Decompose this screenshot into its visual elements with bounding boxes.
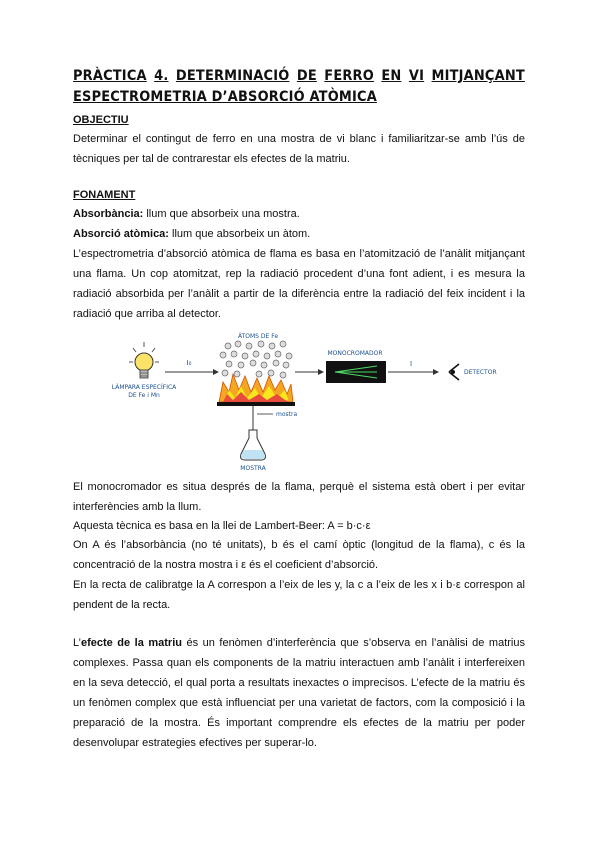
i-label: I — [409, 360, 413, 368]
sample-arrow-label: mostra — [276, 411, 298, 418]
calibration-paragraph: En la recta de calibratge la A correspon a l’eix de les y, la c a l’eix de les x i b·ε correspon al pendent de la recta. — [73, 579, 525, 611]
absorbancia-term: Absorbància: — [73, 208, 144, 220]
absorcio-def: llum que absorbeix un àtom. — [168, 228, 311, 240]
fonament-paragraph: L’espectrometria d’absorció atòmica de flama es basa en l’atomització de l’anàlit mitjançant una flama. Un cop atomitzat, rep la radiació procedent d’una font adient, i es mesura la radiació absorbida per l’anàlit a partir de la diferència entre la radiació del feix incident i la radiació que arriba al detector. — [73, 248, 525, 320]
flask-icon — [241, 430, 266, 460]
definitions-paragraph: On A és l’absorbància (no té unitats), b és el camí òptic (longitud de la flama), c és la concentració de la nostra mostra i ε és el coeficient d’absorció. — [73, 539, 525, 571]
matrix-effect-term: efecte de la matriu — [80, 637, 182, 649]
title-line-2: ESPECTROMETRIA D’ABSORCIÓ ATÒMICA — [73, 89, 377, 105]
sample-label: MOSTRA — [240, 465, 266, 472]
matrix-pre: L’ — [73, 637, 81, 649]
absorbancia-definition — [73, 204, 525, 224]
mono-label: MONOCROMADOR — [327, 350, 383, 357]
atoms-cloud — [220, 341, 292, 378]
title-word: EN — [381, 68, 402, 84]
document-title — [73, 66, 525, 108]
detector-label: DETECTOR — [464, 369, 497, 376]
arrow-head-icon — [433, 369, 439, 375]
title-word: DE — [296, 68, 317, 84]
matrix-effect-paragraph — [73, 633, 525, 753]
title-word: PRÀCTICA — [73, 68, 147, 84]
title-word: VI — [408, 68, 425, 84]
objectiu-heading: OBJECTIU — [73, 114, 129, 126]
atoms-label: ÀTOMS DE Fe — [237, 333, 279, 340]
arrow-head-icon — [318, 369, 324, 375]
title-word: 4. — [154, 68, 169, 84]
absorcio-term: Absorció atòmica: — [73, 228, 169, 240]
title-word: DETERMINACIÓ — [175, 68, 290, 84]
monocromador-paragraph: El monocromador es situa després de la flama, perquè el sistema està obert i per evitar interferències amb la llum. — [73, 481, 525, 513]
title-line-1 — [73, 66, 525, 87]
burner — [217, 402, 295, 406]
title-word: MITJANÇANT — [431, 68, 525, 84]
aas-diagram — [73, 330, 525, 475]
lamp-label-1: LÀMPARA ESPECÍFICA — [111, 384, 177, 391]
title-word: FERRO — [324, 68, 374, 84]
lamp-icon — [129, 342, 159, 378]
io-label: I₀ — [186, 359, 192, 367]
fonament-heading: FONAMENT — [73, 189, 136, 201]
lamp-label-2: DE Fe i Mn — [128, 392, 160, 399]
absorbancia-def: llum que absorbeix una mostra. — [143, 208, 300, 220]
lambert-beer-line: Aquesta tècnica es basa en la llei de Lambert-Beer: A = b·c·ε — [73, 520, 371, 532]
detector-eye-icon — [449, 364, 459, 380]
arrow-head-icon — [213, 369, 219, 375]
document-page — [73, 66, 525, 753]
objectiu-text: Determinar el contingut de ferro en una mostra de vi blanc i familiaritzar-se amb l’ús de tècniques per tal de contrarestar els efectes de la matriu. — [73, 133, 525, 165]
absorcio-definition — [73, 224, 525, 244]
matrix-post: és un fenòmen d’interferència que s’observa en l’anàlisi de matrius complexes. Passa quan els components de la matriu interactuen amb l’anàlit i interfereixen en la seva detecció, el qual porta a resultats inexactes o imprecisos. L’efecte de la matriu és un fenòmen complex que està influenciat per una varietat de factors, com la composició i la preparació de la mostra. És important comprendre els efectes de la matriu per poder desenvolupar estrategies efectives per superar-lo. — [73, 637, 525, 749]
flame-icon — [219, 374, 293, 402]
